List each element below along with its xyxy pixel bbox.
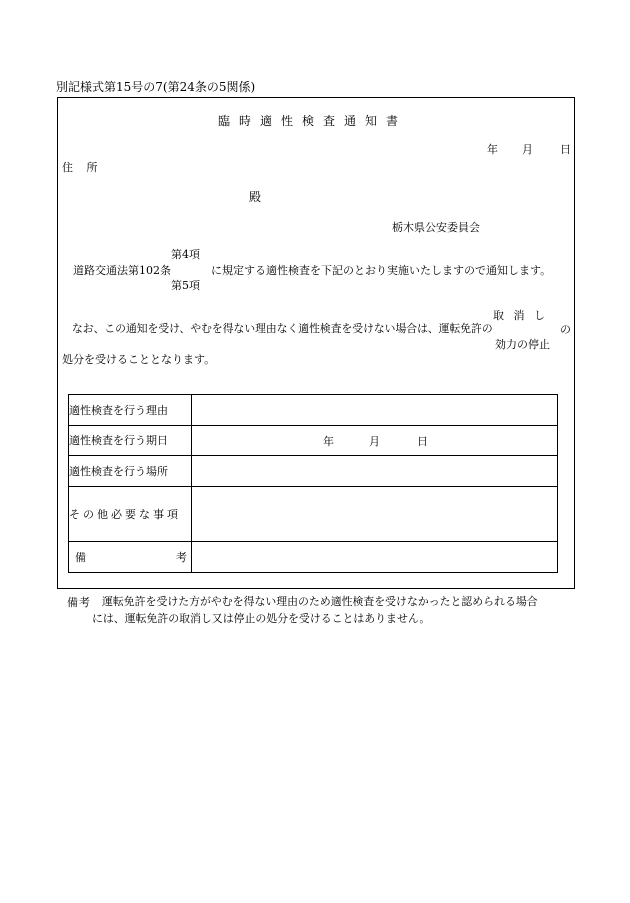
- row-label-date: 適性検査を行う期日: [69, 426, 192, 456]
- row-value-place: [192, 456, 558, 487]
- row-value-remarks: [192, 542, 558, 573]
- table-row: [69, 542, 558, 573]
- row-label-reason: 適性検査を行う理由: [69, 395, 192, 426]
- addressee-suffix: 殿: [249, 190, 262, 204]
- notice-text: なお、この通知を受け、やむを得ない理由なく適性検査を受けない場合は、運転免許の: [72, 322, 493, 335]
- date-day-label: 日: [560, 143, 571, 156]
- document-title: 臨時適性検査通知書: [218, 114, 408, 128]
- issuer-name: 栃木県公安委員会: [392, 221, 480, 234]
- table-row: [69, 426, 558, 456]
- clause-4: 第4項: [171, 248, 200, 261]
- table-row: [69, 487, 558, 542]
- notice-continuation: 処分を受けることとなります。: [62, 353, 216, 366]
- row-value-date: [192, 426, 558, 456]
- law-prefix: 道路交通法第102条: [73, 264, 171, 277]
- row-label-remarks: [69, 542, 192, 573]
- footer-remarks-label: 備考: [67, 596, 91, 609]
- date-year-label: 年: [487, 143, 498, 156]
- table-row: [69, 456, 558, 487]
- remarks-label-right: 考: [176, 551, 187, 564]
- option-suspend: 効力の停止: [495, 338, 550, 351]
- remarks-label-left: 備: [75, 551, 86, 564]
- row-value-reason: [192, 395, 558, 426]
- clause-5: 第5項: [171, 279, 200, 292]
- form-reference: 別記様式第15号の7(第24条の5関係): [56, 80, 256, 94]
- row-label-other: その他必要な事項: [69, 487, 192, 542]
- row-value-other: [192, 487, 558, 542]
- footer-remarks-line2: には、運転免許の取消し又は停止の処分を受けることはありません。: [92, 612, 431, 625]
- inspection-month-label: 月: [369, 435, 380, 448]
- notice-particle: の: [560, 323, 571, 336]
- row-label-place: 適性検査を行う場所: [69, 456, 192, 487]
- address-label: 住 所: [62, 161, 98, 174]
- date-month-label: 月: [522, 143, 533, 156]
- inspection-day-label: 日: [417, 435, 428, 448]
- inspection-details-table: [68, 394, 558, 573]
- inspection-year-label: 年: [323, 435, 334, 448]
- footer-remarks-line1: 運転免許を受けた方がやむを得ない理由のため適性検査を受けなかったと認められる場合: [102, 595, 538, 608]
- table-row: [69, 395, 558, 426]
- law-suffix: に規定する適性検査を下記のとおり実施いたしますので通知します。: [211, 264, 552, 277]
- option-cancel: 取 消 し: [493, 309, 545, 322]
